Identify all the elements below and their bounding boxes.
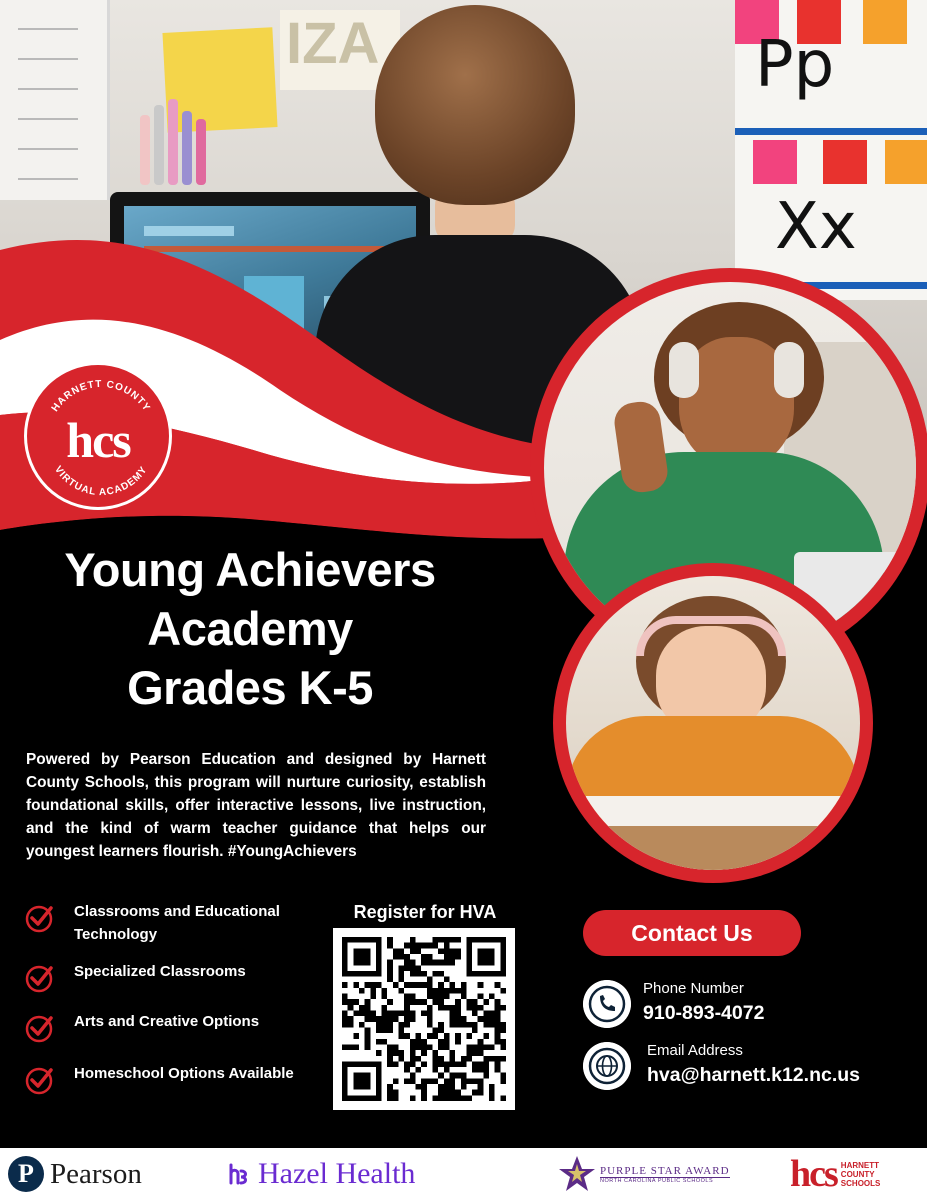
program-description: Powered by Pearson Education and designed by Harnett County Schools, this program will nurture curiosity, establish foundational skills, offer interactive lessons, live instruction, and the kind of warm teacher guidance that helps our youngest learners flourish. #YoungAchievers xyxy=(26,751,486,860)
check-circle-icon xyxy=(24,962,56,994)
hazel-health-icon xyxy=(228,1163,250,1185)
sponsor-footer xyxy=(0,1148,927,1200)
headline-line-3: Grades K-5 xyxy=(127,661,373,714)
feature-label: Arts and Creative Options xyxy=(74,1013,260,1030)
headline-line-1: Young Achievers xyxy=(64,543,436,596)
pearson-logo xyxy=(8,1148,142,1200)
wall-poster xyxy=(0,0,110,200)
globe-icon xyxy=(583,1042,631,1090)
phone-label: Phone Number xyxy=(643,980,744,997)
check-circle-icon xyxy=(24,902,56,934)
pearson-wordmark: Pearson xyxy=(50,1157,142,1190)
headline xyxy=(0,540,500,717)
qr-code-image[interactable] xyxy=(342,937,506,1101)
headline-line-2: Academy xyxy=(147,602,353,655)
logo-top-text: HARNETT COUNTY xyxy=(49,378,153,414)
logo-bottom-text: VIRTUAL ACADEMY xyxy=(52,464,150,499)
pen-cup xyxy=(140,95,220,185)
hcs-footer-line-2: COUNTY xyxy=(840,1169,875,1179)
check-circle-icon xyxy=(24,1012,56,1044)
svg-text:HARNETT COUNTY xyxy=(50,379,152,414)
harnett-county-schools-logo xyxy=(790,1148,880,1200)
hcs-footer-monogram: hcs xyxy=(790,1153,837,1195)
hazel-health-logo xyxy=(228,1148,415,1200)
phone-icon xyxy=(583,980,631,1028)
contact-us-button[interactable]: Contact Us xyxy=(583,910,801,956)
alphabet-chart: Pp Xx xyxy=(735,0,927,300)
logo-monogram: hcs xyxy=(66,412,130,468)
register-title: Register for HVA xyxy=(353,902,497,922)
purple-star-icon xyxy=(558,1154,596,1194)
svg-text:VIRTUAL ACADEMY xyxy=(52,464,150,498)
hcs-footer-line-3: SCHOOLS xyxy=(840,1178,881,1188)
email-address[interactable]: hva@harnett.k12.nc.us xyxy=(647,1064,861,1086)
purple-star-award-logo xyxy=(558,1148,730,1200)
purple-star-subtitle: NORTH CAROLINA PUBLIC SCHOOLS xyxy=(600,1177,714,1184)
email-label: Email Address xyxy=(647,1042,743,1059)
check-circle-icon xyxy=(24,1064,56,1096)
phone-number[interactable]: 910-893-4072 xyxy=(643,1002,765,1024)
feature-label: Specialized Classrooms xyxy=(74,963,246,980)
register-qr-code[interactable] xyxy=(333,928,515,1110)
wall-lettering: IZA xyxy=(280,10,400,90)
hcs-virtual-academy-logo xyxy=(24,362,172,510)
feature-label: Classrooms and Educational Technology xyxy=(74,903,280,943)
photo-girl-writing xyxy=(553,563,873,883)
pearson-mark-icon: P xyxy=(8,1156,44,1192)
hazel-health-wordmark: Hazel Health xyxy=(258,1157,416,1190)
purple-star-title: PURPLE STAR AWARD xyxy=(600,1164,730,1177)
feature-label: Homeschool Options Available xyxy=(74,1065,294,1082)
hcs-footer-line-1: HARNETT xyxy=(840,1160,880,1170)
